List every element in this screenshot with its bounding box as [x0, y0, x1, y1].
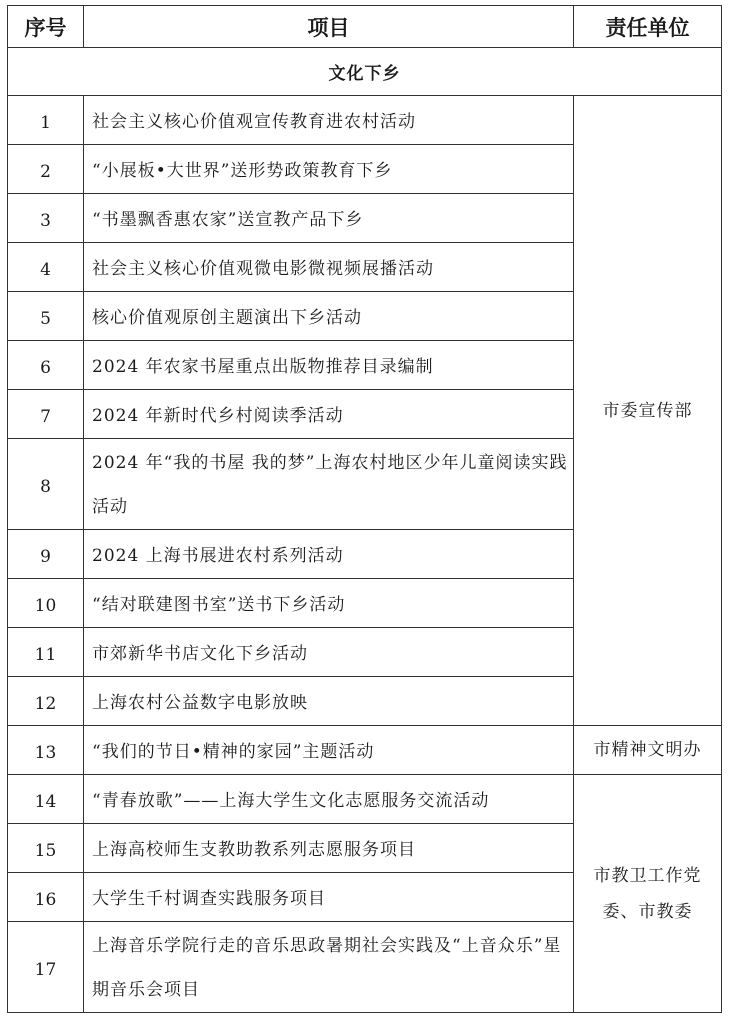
row-number: 9: [8, 530, 84, 579]
activity-table: [7, 5, 722, 1013]
row-item: 2024 年农家书屋重点出版物推荐目录编制: [84, 341, 574, 390]
row-item: “青春放歌”——上海大学生文化志愿服务交流活动: [84, 775, 574, 824]
row-item: 上海高校师生支教助教系列志愿服务项目: [84, 824, 574, 873]
row-item: 2024 上海书展进农村系列活动: [84, 530, 574, 579]
row-number: 15: [8, 824, 84, 873]
unit-civilization: 市精神文明办: [574, 726, 722, 775]
document-page: [7, 5, 722, 1013]
row-number: 6: [8, 341, 84, 390]
row-number: 5: [8, 292, 84, 341]
row-number: 11: [8, 628, 84, 677]
header-unit: 责任单位: [574, 6, 722, 48]
row-item: 上海农村公益数字电影放映: [84, 677, 574, 726]
row-number: 14: [8, 775, 84, 824]
row-item: “结对联建图书室”送书下乡活动: [84, 579, 574, 628]
unit-propaganda: 市委宣传部: [574, 96, 722, 726]
row-number: 4: [8, 243, 84, 292]
table-row: [8, 726, 722, 775]
row-item: “小展板•大世界”送形势政策教育下乡: [84, 145, 574, 194]
row-item: 社会主义核心价值观宣传教育进农村活动: [84, 96, 574, 145]
row-number: 10: [8, 579, 84, 628]
row-number: 8: [8, 439, 84, 530]
row-number: 13: [8, 726, 84, 775]
row-item: “书墨飘香惠农家”送宣教产品下乡: [84, 194, 574, 243]
header-no: 序号: [8, 6, 84, 48]
row-item: “我们的节日•精神的家园”主题活动: [84, 726, 574, 775]
row-number: 12: [8, 677, 84, 726]
row-item: 社会主义核心价值观微电影微视频展播活动: [84, 243, 574, 292]
row-item: 2024 年新时代乡村阅读季活动: [84, 390, 574, 439]
row-item: 市郊新华书店文化下乡活动: [84, 628, 574, 677]
row-item: 核心价值观原创主题演出下乡活动: [84, 292, 574, 341]
row-number: 7: [8, 390, 84, 439]
row-number: 16: [8, 873, 84, 922]
header-item: 项目: [84, 6, 574, 48]
row-number: 1: [8, 96, 84, 145]
row-item: 上海音乐学院行走的音乐思政暑期社会实践及“上音众乐”星期音乐会项目: [84, 922, 574, 1013]
table-header-row: [8, 6, 722, 48]
row-item: 2024 年“我的书屋 我的梦”上海农村地区少年儿童阅读实践活动: [84, 439, 574, 530]
row-number: 2: [8, 145, 84, 194]
row-number: 3: [8, 194, 84, 243]
unit-education: 市教卫工作党委、市教委: [574, 775, 722, 1013]
table-row: [8, 96, 722, 145]
table-row: [8, 775, 722, 824]
section-title: 文化下乡: [8, 48, 722, 96]
row-number: 17: [8, 922, 84, 1013]
row-item: 大学生千村调查实践服务项目: [84, 873, 574, 922]
section-row: [8, 48, 722, 96]
